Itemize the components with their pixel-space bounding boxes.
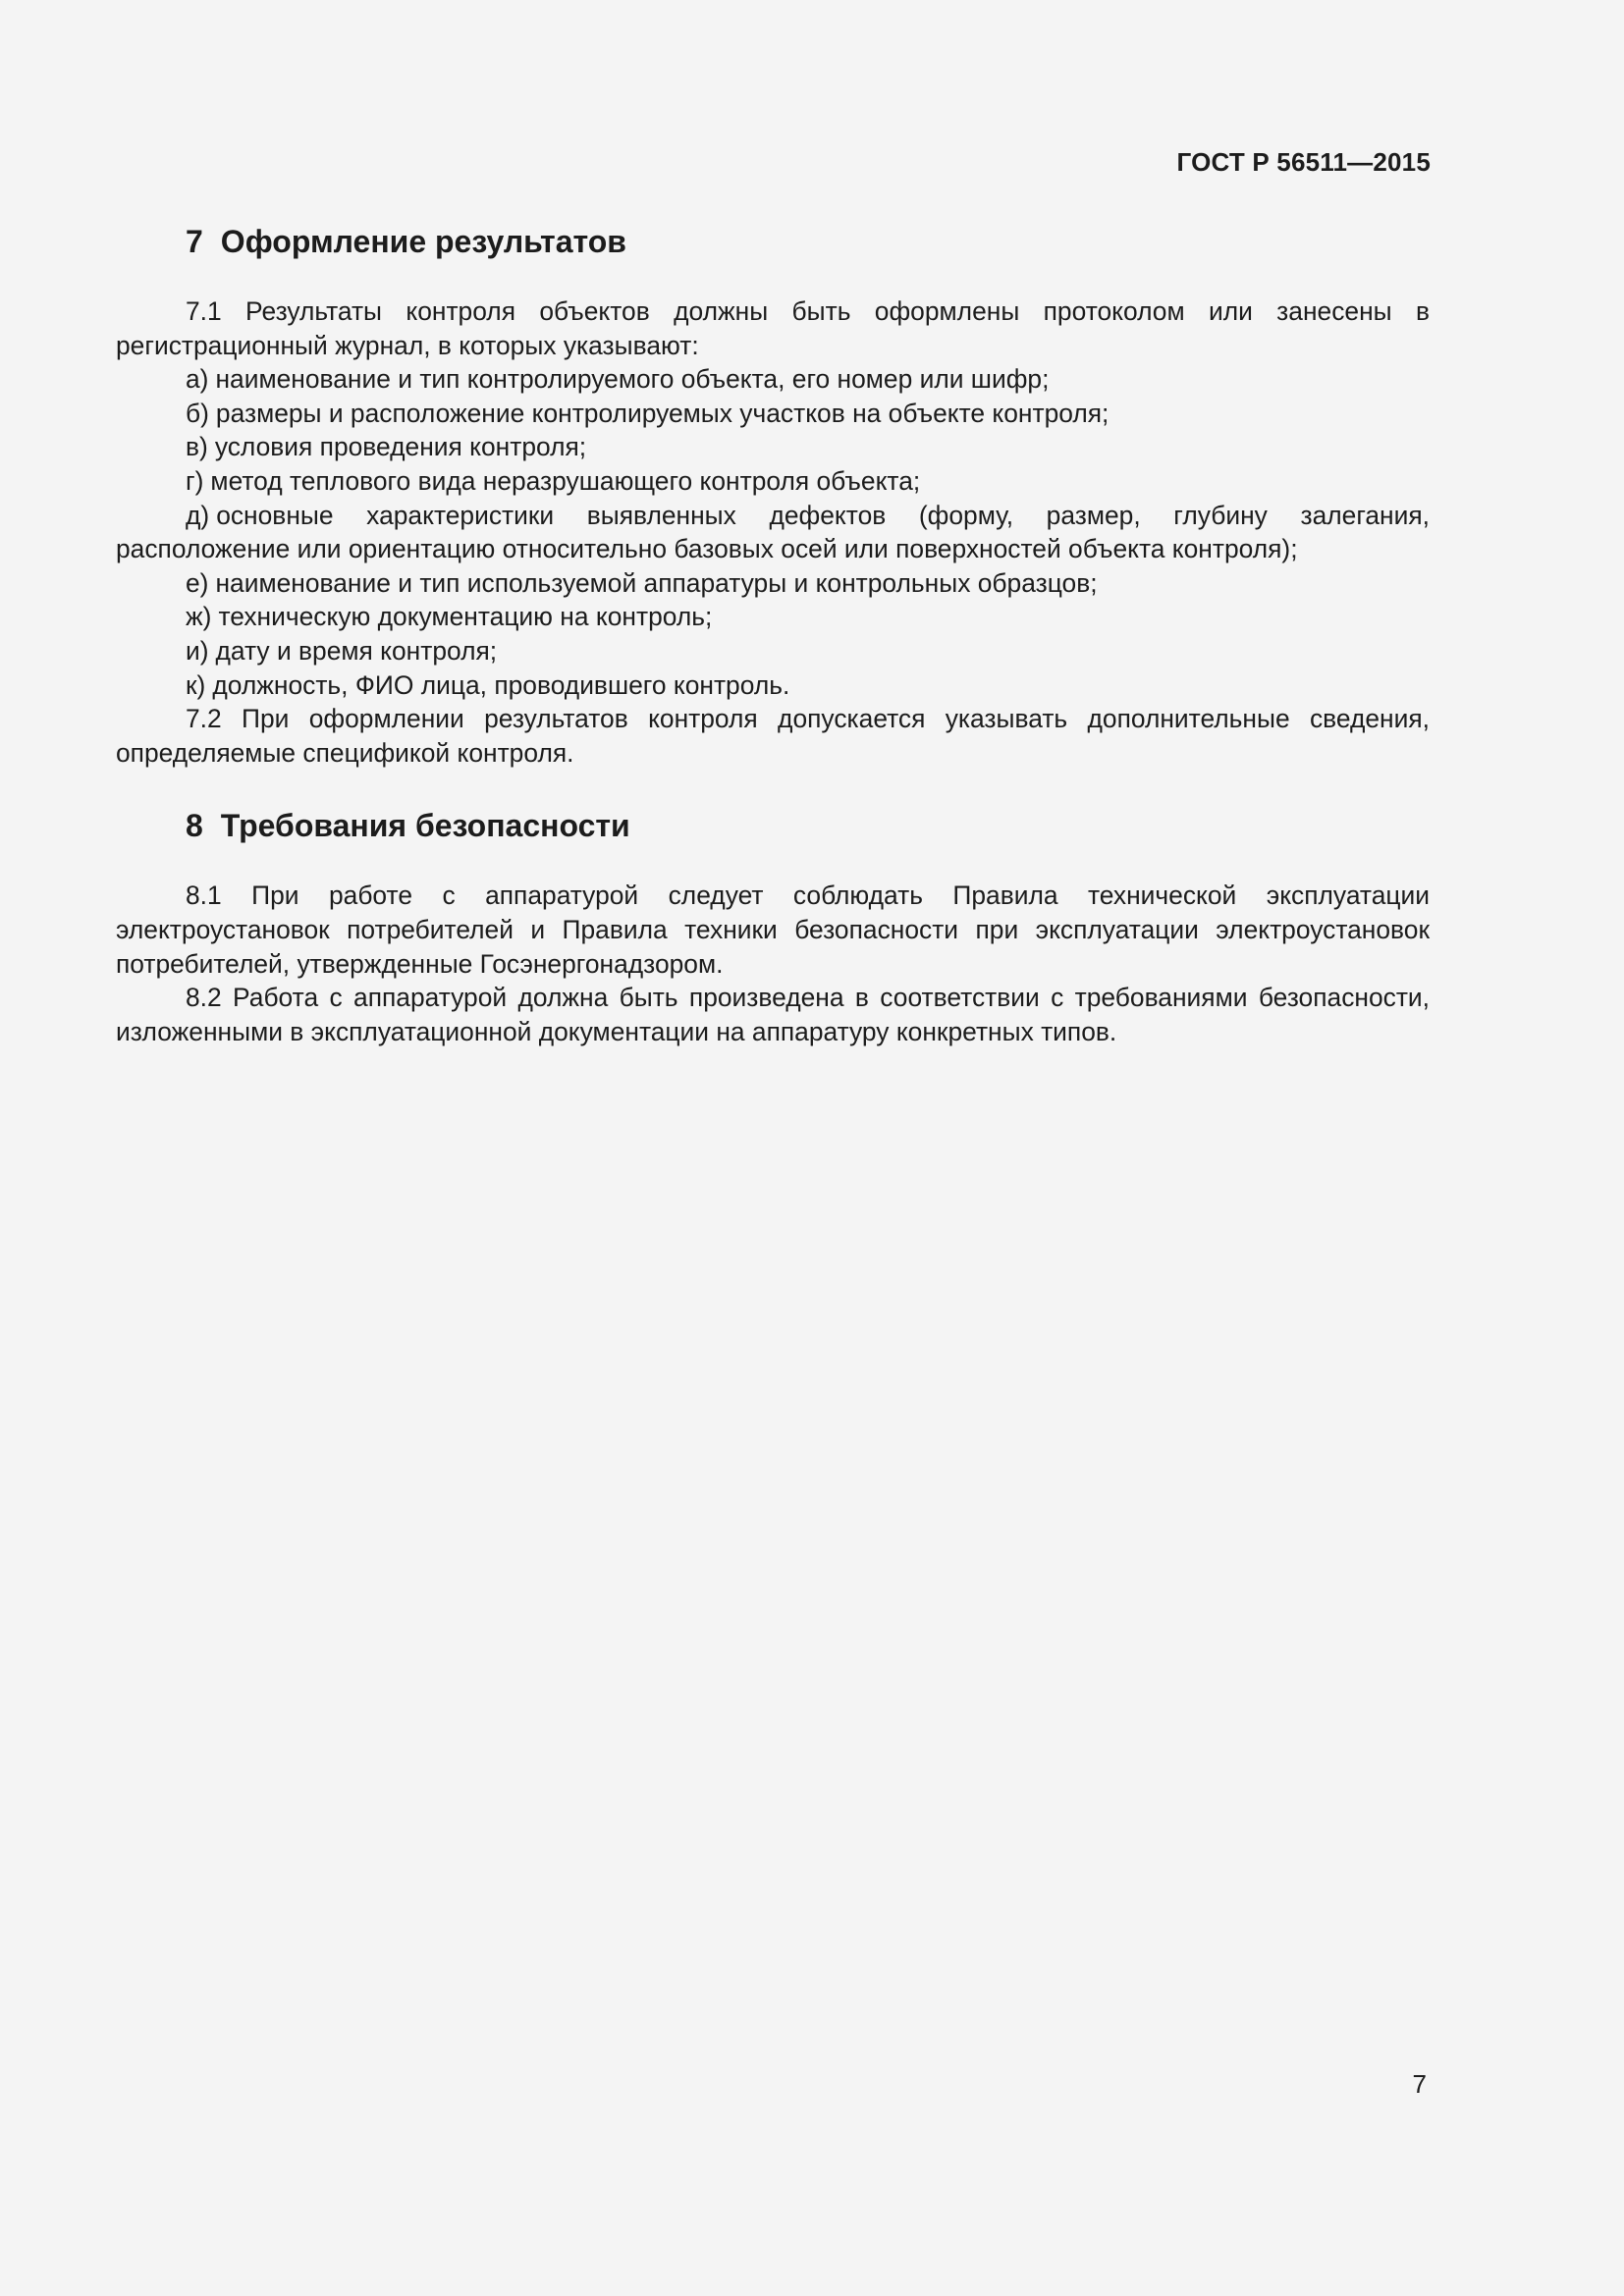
list-marker: к) (186, 669, 206, 700)
section-7-number: 7 (186, 224, 203, 259)
section-8-number: 8 (186, 808, 203, 844)
list-marker: а) (186, 364, 209, 395)
list-item-text: должность, ФИО лица, проводившего контроль. (212, 669, 790, 700)
list-item-k (116, 668, 1430, 703)
list-marker: б) (186, 398, 209, 428)
list-item-a (116, 362, 1430, 397)
section-7-heading (186, 222, 1430, 261)
list-item-v (116, 430, 1430, 464)
list-marker: в) (186, 432, 208, 462)
section-8-heading (186, 806, 1430, 845)
list-item-text: условия проведения контроля; (214, 432, 587, 462)
list-item-text: наименование и тип контролируемого объекта, его номер или шифр; (215, 364, 1050, 395)
paragraph-7-1: 7.1 Результаты контроля объектов должны быть оформлены протоколом или занесены в регистрационный журнал, в которых указывают: (116, 296, 1430, 360)
document-code: ГОСТ Р 56511—2015 (1176, 147, 1431, 177)
list-item-text: метод теплового вида неразрушающего контроля объекта; (210, 465, 921, 496)
section-8-title: Требования безопасности (220, 808, 630, 844)
list-marker: ж) (186, 602, 212, 632)
page-content (116, 222, 1430, 1048)
paragraph-8-2: 8.2 Работа с аппаратурой должна быть произведена в соответствии с требованиями безопасности, изложенными в эксплуатационной документации на аппаратуру конкретных типов. (116, 983, 1430, 1046)
page-number: 7 (1412, 2069, 1427, 2099)
list-marker: г) (186, 465, 204, 496)
paragraph-8-1: 8.1 При работе с аппаратурой следует соблюдать Правила технической эксплуатации электроустановок потребителей и Правила техники безопасности при эксплуатации электроустановок потребителей, утвержденные Госэнергонадзором. (116, 881, 1430, 979)
list-item-text: наименование и тип используемой аппаратуры и контрольных образцов; (215, 567, 1098, 598)
list-item-text: дату и время контроля; (215, 635, 498, 666)
list-item-text: техническую документацию на контроль; (218, 602, 713, 632)
list-item-zh (116, 600, 1430, 634)
list-marker: е) (186, 567, 209, 598)
list-item-d (116, 499, 1430, 566)
section-7-title: Оформление результатов (220, 224, 626, 259)
list-item-text: размеры и расположение контролируемых участков на объекте контроля; (215, 398, 1110, 428)
section-gap (116, 770, 1430, 806)
list-marker: д) (186, 500, 210, 530)
list-marker: и) (186, 635, 209, 666)
list-item-text: основные характеристики выявленных дефектов (форму, размер, глубину залегания, расположение или ориентацию относительно базовых осей или поверхностей объекта контроля); (116, 500, 1430, 564)
list-item-b (116, 397, 1430, 431)
list-item-i (116, 634, 1430, 668)
list-item-e (116, 566, 1430, 601)
paragraph-7-2: 7.2 При оформлении результатов контроля допускается указывать дополнительные сведения, определяемые спецификой контроля. (116, 704, 1430, 768)
list-item-g (116, 464, 1430, 499)
